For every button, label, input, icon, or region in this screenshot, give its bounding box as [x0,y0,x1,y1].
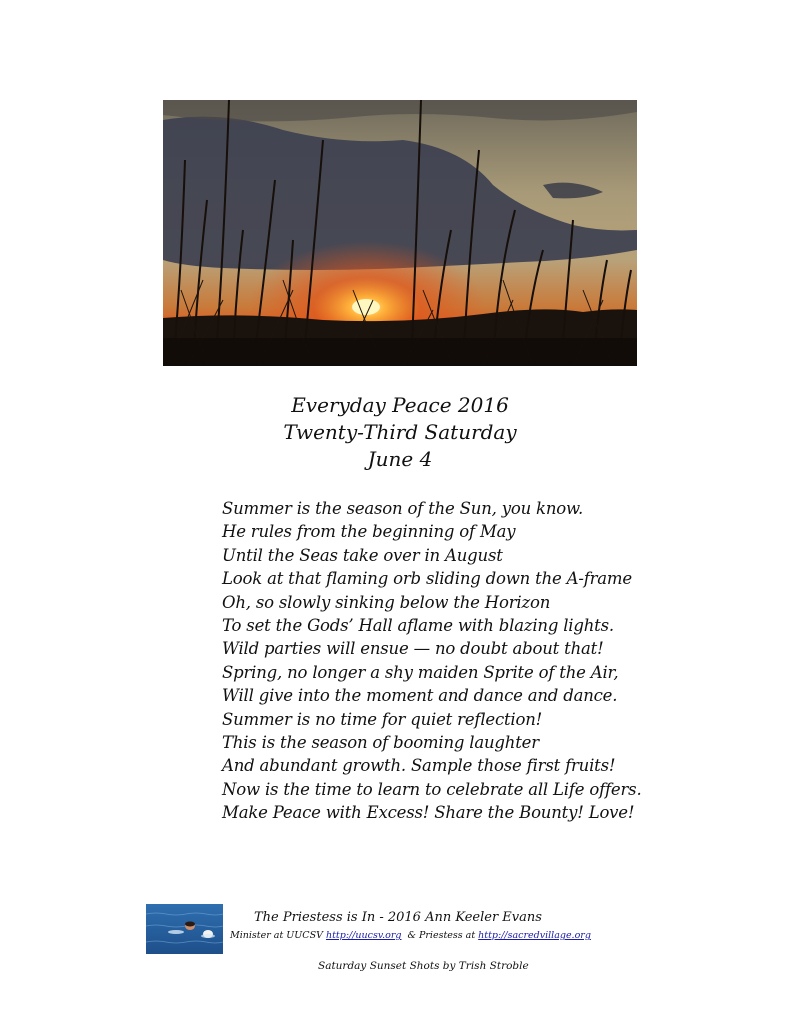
poem-line: Until the Seas take over in August [222,545,503,565]
page-subtitle: Twenty-Third Saturday [283,420,517,444]
poem-line: To set the Gods’ Hall aflame with blazing lights. [222,616,614,636]
poem-line: Now is the time to learn to celebrate all Life offers. [222,779,642,799]
poem-line: Make Peace with Excess! Share the Bounty! Love! [222,803,635,823]
footer-contact [230,930,591,941]
minister-prefix: Minister at UUCSV [230,930,326,941]
poem-line: Look at that flaming orb sliding down the A-frame [222,569,632,589]
poem-line: Summer is no time for quiet reflection! [222,709,543,729]
page-title: Everyday Peace 2016 [291,393,509,417]
priestess-prefix: & Priestess at [401,930,479,941]
poem-line: Will give into the moment and dance and dance. [222,686,618,706]
uucsv-link[interactable]: http://uucsv.org [325,930,402,941]
footer-title: The Priestess is In - 2016 Ann Keeler Evans [254,910,542,925]
poem-line: He rules from the beginning of May [222,522,516,542]
sunset-photo [163,100,637,366]
poem-line: Oh, so slowly sinking below the Horizon [222,592,551,612]
swimmer-photo [146,904,223,954]
sacredvillage-link[interactable]: http://sacredvillage.org [478,930,591,941]
poem-line: Wild parties will ensue — no doubt about that! [222,639,604,659]
poem-line: And abundant growth. Sample those first fruits! [222,756,616,776]
poem-line: Spring, no longer a shy maiden Sprite of the Air, [222,662,619,682]
page-date: June 4 [367,447,433,471]
poem [222,497,722,825]
photo-credit: Saturday Sunset Shots by Trish Stroble [318,960,529,972]
poem-line: This is the season of booming laughter [222,733,539,753]
poem-line: Summer is the season of the Sun, you know. [222,499,584,518]
title-block [250,392,550,473]
